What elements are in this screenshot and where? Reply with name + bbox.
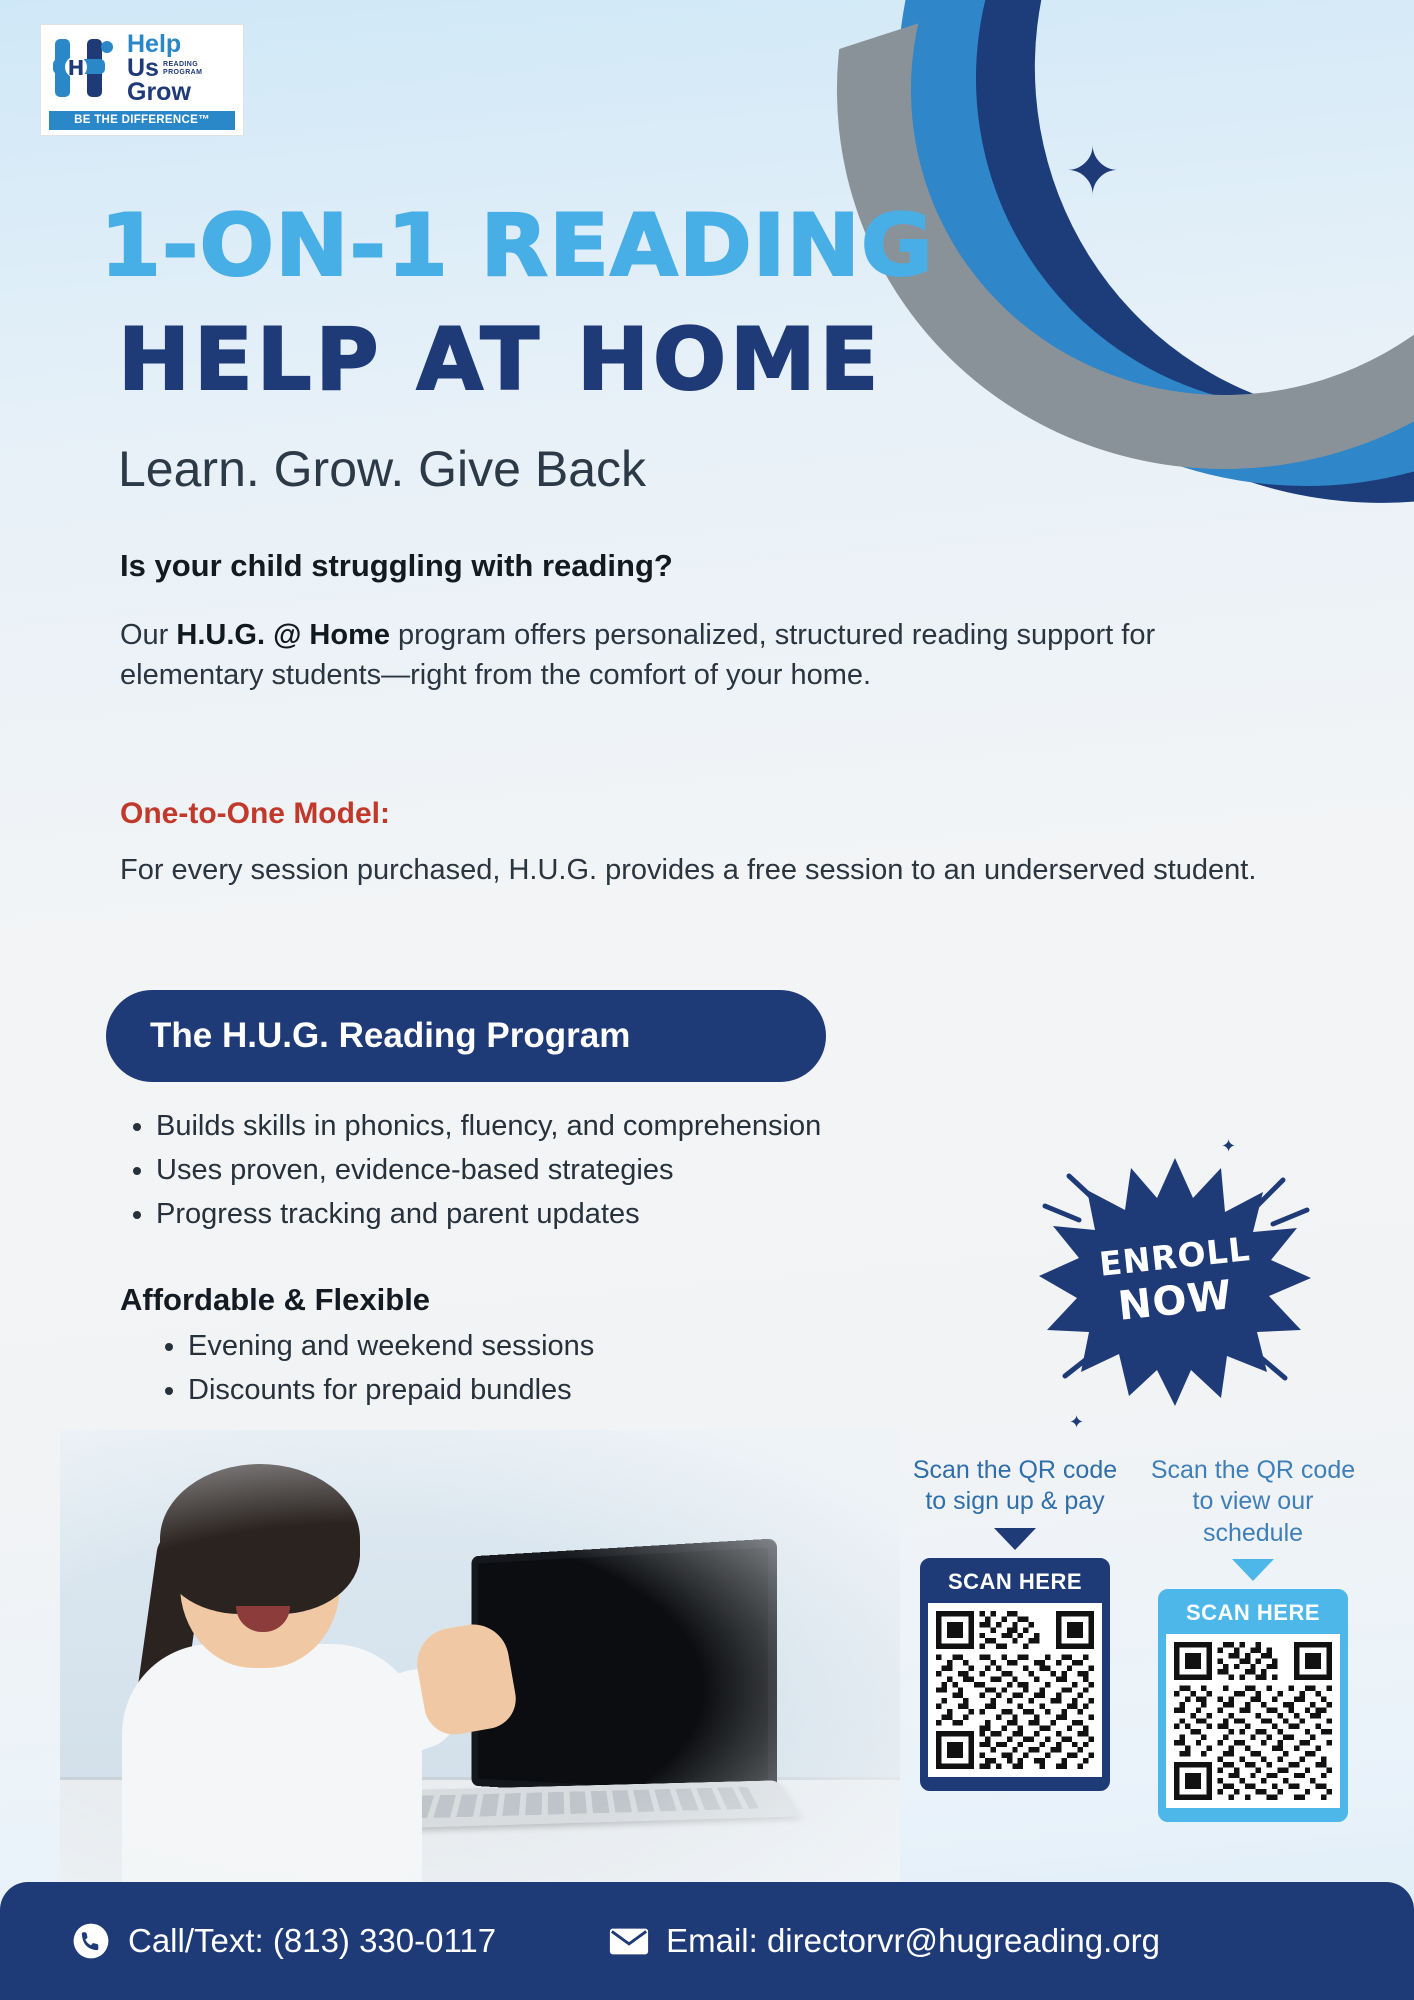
qr-schedule-block (1148, 1455, 1358, 1822)
enroll-now-badge[interactable] (1035, 1136, 1315, 1432)
logo-line-us: Us (127, 53, 159, 82)
qr-signup-arrow-icon (994, 1528, 1036, 1550)
program-pill-label: The H.U.G. Reading Program (150, 1016, 631, 1055)
qr-signup-card[interactable] (920, 1558, 1110, 1791)
photo-edge-fade (60, 1430, 900, 1900)
intro-paragraph (120, 615, 1280, 695)
affordable-bullet-list (140, 1325, 594, 1412)
qr-schedule-arrow-icon (1232, 1559, 1274, 1581)
headline-line-2: HELP AT HOME (118, 310, 883, 410)
hug-logo-icon (49, 31, 121, 105)
burst-line-1: ENROLL (1097, 1228, 1253, 1284)
intro-paragraph-post: program offers personalized, structured reading support for elementary students—right from the comfort of your home. (120, 619, 1156, 692)
burst-text (1035, 1150, 1315, 1410)
burst-star-icon: ✦ (1069, 1412, 1085, 1432)
intro-question: Is your child struggling with reading? (120, 548, 673, 583)
phone-icon (70, 1920, 112, 1962)
svg-text:H: H (67, 56, 85, 80)
list-item: • Evening and weekend sessions (188, 1325, 594, 1369)
qr-signup-block (910, 1455, 1120, 1791)
list-item: • Builds skills in phonics, fluency, and comprehension (156, 1105, 821, 1147)
burst-star-icon: ✦ (1221, 1136, 1237, 1156)
intro-paragraph-bold: H.U.G. @ Home (176, 619, 390, 651)
footer-email[interactable] (608, 1920, 1160, 1962)
logo (40, 24, 244, 136)
qr-schedule-label: SCAN HERE (1185, 1599, 1321, 1625)
footer-phone[interactable] (70, 1920, 496, 1962)
qr-signup-code-icon[interactable] (928, 1603, 1102, 1777)
list-item: • Uses proven, evidence-based strategies (156, 1149, 821, 1191)
affordable-heading: Affordable & Flexible (120, 1282, 431, 1317)
decor-swoosh-navy (882, 0, 1414, 571)
contact-footer (0, 1882, 1414, 2000)
burst-line-2: NOW (1115, 1271, 1235, 1330)
intro-paragraph-pre: Our (120, 619, 177, 651)
footer-email-label: Email: directorvr@hugreading.org (666, 1922, 1160, 1959)
logo-inner (49, 31, 235, 109)
program-bullet-list (108, 1105, 821, 1237)
headline-subtitle: Learn. Grow. Give Back (118, 441, 647, 497)
sparkle-icon: ✦ (1065, 134, 1121, 208)
qr-schedule-card[interactable] (1158, 1589, 1348, 1822)
program-pill (106, 990, 826, 1082)
student-photo (60, 1430, 900, 1900)
one-to-one-text: For every session purchased, H.U.G. provides a free session to an underserved student. (120, 854, 1257, 886)
envelope-icon (608, 1920, 650, 1962)
logo-line-help: Help (127, 30, 182, 58)
footer-phone-label: Call/Text: (813) 330-0117 (128, 1922, 497, 1959)
qr-schedule-caption: Scan the QR code to view our schedule (1150, 1456, 1356, 1547)
one-to-one-heading: One-to-One Model: (120, 797, 390, 830)
qr-signup-label: SCAN HERE (947, 1568, 1083, 1594)
list-item: • Progress tracking and parent updates (156, 1193, 821, 1235)
logo-subtext: READING PROGRAM (163, 61, 203, 77)
list-item: • Discounts for prepaid bundles (188, 1369, 594, 1413)
logo-tagline: BE THE DIFFERENCE™ (49, 111, 235, 130)
qr-signup-caption: Scan the QR code to sign up & pay (912, 1456, 1118, 1516)
logo-line-grow: Grow (127, 77, 191, 106)
qr-schedule-code-icon[interactable] (1166, 1634, 1340, 1808)
headline-line-1: 1-ON-1 READING (100, 196, 934, 296)
